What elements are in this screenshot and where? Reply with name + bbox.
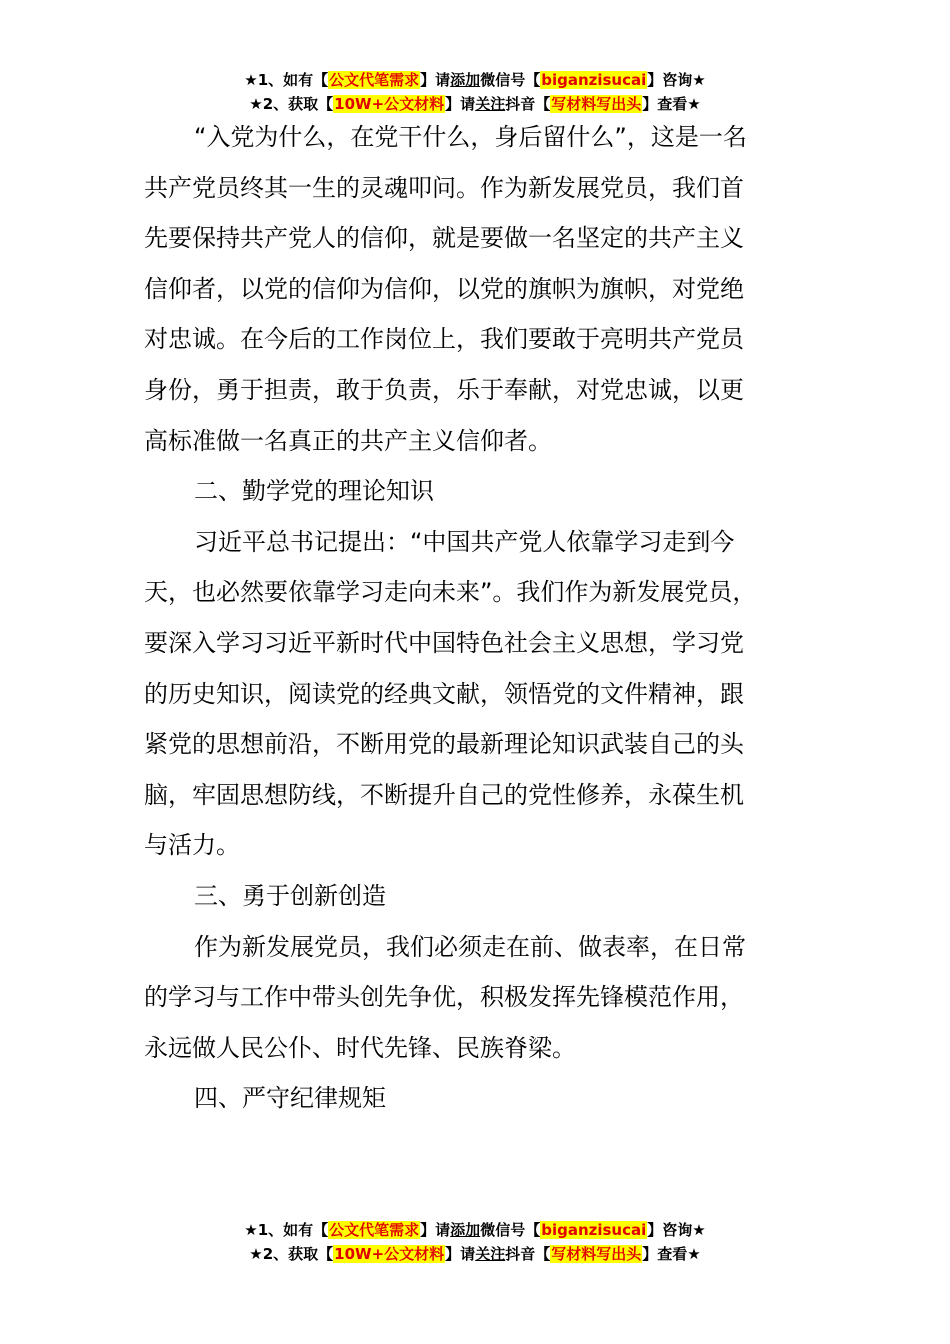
highlight-service: 公文代笔需求: [329, 1221, 420, 1239]
highlight-douyin-account: 写材料写出头: [551, 95, 642, 113]
star-icon: ★: [692, 71, 706, 89]
star-icon: ★: [249, 95, 263, 113]
highlight-materials: 10W+公文材料: [334, 1245, 445, 1263]
section-heading-4: 四、严守纪律规矩: [194, 1084, 386, 1113]
header-banner: [0, 68, 950, 116]
highlight-douyin-account: 写材料写出头: [551, 1245, 642, 1263]
highlight-wechat-id: biganzisucai: [541, 71, 647, 89]
banner-line-1: ★1、如有【公文代笔需求】请添加微信号【biganzisucai】咨询★: [244, 71, 706, 89]
highlight-wechat-id: biganzisucai: [541, 1221, 647, 1239]
star-icon: ★: [687, 1245, 701, 1263]
section-heading-2: 二、勤学党的理论知识: [194, 477, 434, 506]
paragraph-study: 习近平总书记提出：“中国共产党人依靠学习走到今 天，也必然要依靠学习走向未来”。我们作为新发展党员， 要深入学习习近平新时代中国特色社会主义思想，学习党 的历史知识，阅读党的经典文献，领悟党的文件精神，跟 紧党的思想前沿，不断用党的最新理论知识武装自己的头 脑，牢固思想防线，不断提升自己的党性修养，永葆生机 与活力。: [144, 527, 757, 860]
star-icon: ★: [687, 95, 701, 113]
paragraph-innovation: 作为新发展党员，我们必须走在前、做表率，在日常 的学习与工作中带头创先争优，积极发挥先锋模范作用， 永远做人民公仆、时代先锋、民族脊梁。: [144, 932, 746, 1062]
footer-banner: [0, 1218, 950, 1266]
star-icon: ★: [249, 1245, 263, 1263]
document-body: [144, 112, 806, 1124]
star-icon: ★: [244, 1221, 258, 1239]
star-icon: ★: [692, 1221, 706, 1239]
banner-line-1: ★1、如有【公文代笔需求】请添加微信号【biganzisucai】咨询★: [244, 1221, 706, 1239]
banner-line-2: ★2、获取【10W+公文材料】请关注抖音【写材料写出头】查看★: [249, 95, 701, 113]
highlight-materials: 10W+公文材料: [334, 95, 445, 113]
highlight-service: 公文代笔需求: [329, 71, 420, 89]
star-icon: ★: [244, 71, 258, 89]
paragraph-faith: “入党为什么，在党干什么，身后留什么”，这是一名 共产党员终其一生的灵魂叩问。作为新发展党员，我们首 先要保持共产党人的信仰，就是要做一名坚定的共产主义 信仰者，以党的信仰为信仰，以党的旗帜为旗帜，对党绝 对忠诚。在今后的工作岗位上，我们要敢于亮明共产党员 身份，勇于担责，敢于负责，乐于奉献，对党忠诚，以更 高标准做一名真正的共产主义信仰者。: [144, 123, 747, 455]
banner-line-2: ★2、获取【10W+公文材料】请关注抖音【写材料写出头】查看★: [249, 1245, 701, 1263]
section-heading-3: 三、勇于创新创造: [194, 881, 386, 910]
